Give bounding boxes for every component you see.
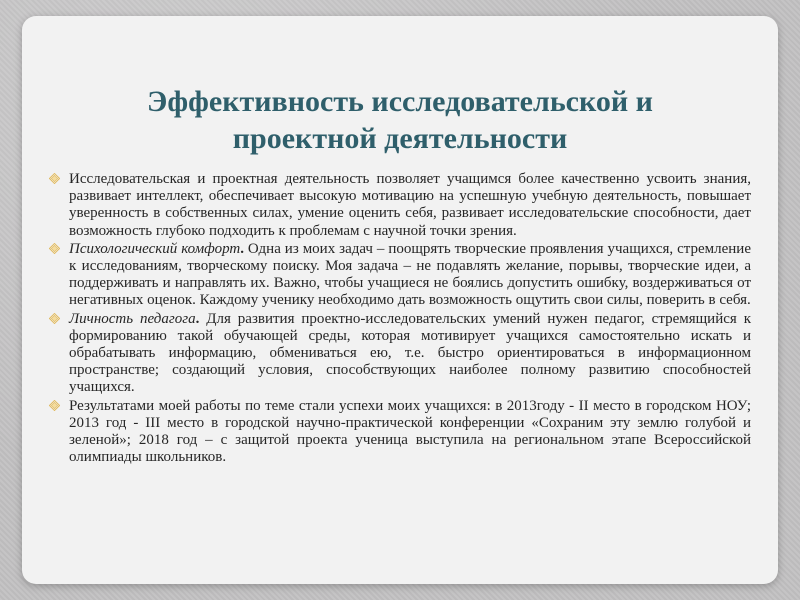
bullet-item-3: [49, 311, 751, 397]
bullet-text: Исследовательская и проектная деятельность позволяет учащимся более качественно усвоить знания, развивает интеллект, обеспечивает высокую мотивацию на успешную учебную деятельность, повышает уверенность в собственных силах, умение оценить себя, развивает исследовательские способности, дает возможность глубоко подходить к проблемам с научной точки зрения.: [69, 171, 751, 239]
diamond-bullet-icon: [49, 243, 60, 254]
bullet-item-1: [49, 171, 751, 240]
bullet-text: Результатами моей работы по теме стали успехи моих учащихся: в 2013году - II место в городском НОУ; 2013 год - III место в городской научно-практической конференции «Сохраним эту землю голубой и зеленой»; 2018 год – с защитой проекта ученица выступила на региональном этапе Всероссийской олимпиады школьников.: [69, 397, 751, 466]
diamond-bullet-icon: [49, 400, 60, 411]
bullet-lead: Психологический комфорт: [69, 240, 241, 257]
diamond-bullet-icon: [49, 173, 60, 184]
title-line-1: Эффективность исследовательской и: [147, 85, 653, 118]
bullet-text: Для развития проектно-исследовательских умений нужен педагог, стремящийся к формированию такой обучающей среды, которая мотивирует учащихся самостоятельно искать и обрабатывать информацию, обмениваться ею, т.е. быстро ориентироваться в информационном пространстве; создающий условия, способствующих наиболее полному развитию способностей учащихся.: [69, 310, 751, 396]
title-line-2: проектной деятельности: [232, 122, 568, 155]
bullet-lead-punct: .: [240, 240, 244, 257]
bullet-text: Одна из моих задач – поощрять творческие проявления учащихся, стремление к исследованиям, творческому поиску. Моя задача – не подавлять желание, порывы, творческие идеи, а поддерживать и направлять их. Важно, чтобы учащиеся не боялись допустить ошибку, воздерживаться от негативных оценок. Каждому ученику необходимо дать возможность ощутить свои силы, поверить в себя.: [69, 240, 751, 309]
diamond-bullet-icon: [49, 313, 60, 324]
slide-title: [60, 83, 740, 157]
bullet-item-4: [49, 398, 751, 467]
bullet-lead: Личность педагога: [69, 310, 196, 327]
bullet-list: [49, 171, 751, 466]
bullet-item-2: [49, 241, 751, 310]
bullet-lead-punct: .: [195, 310, 200, 327]
